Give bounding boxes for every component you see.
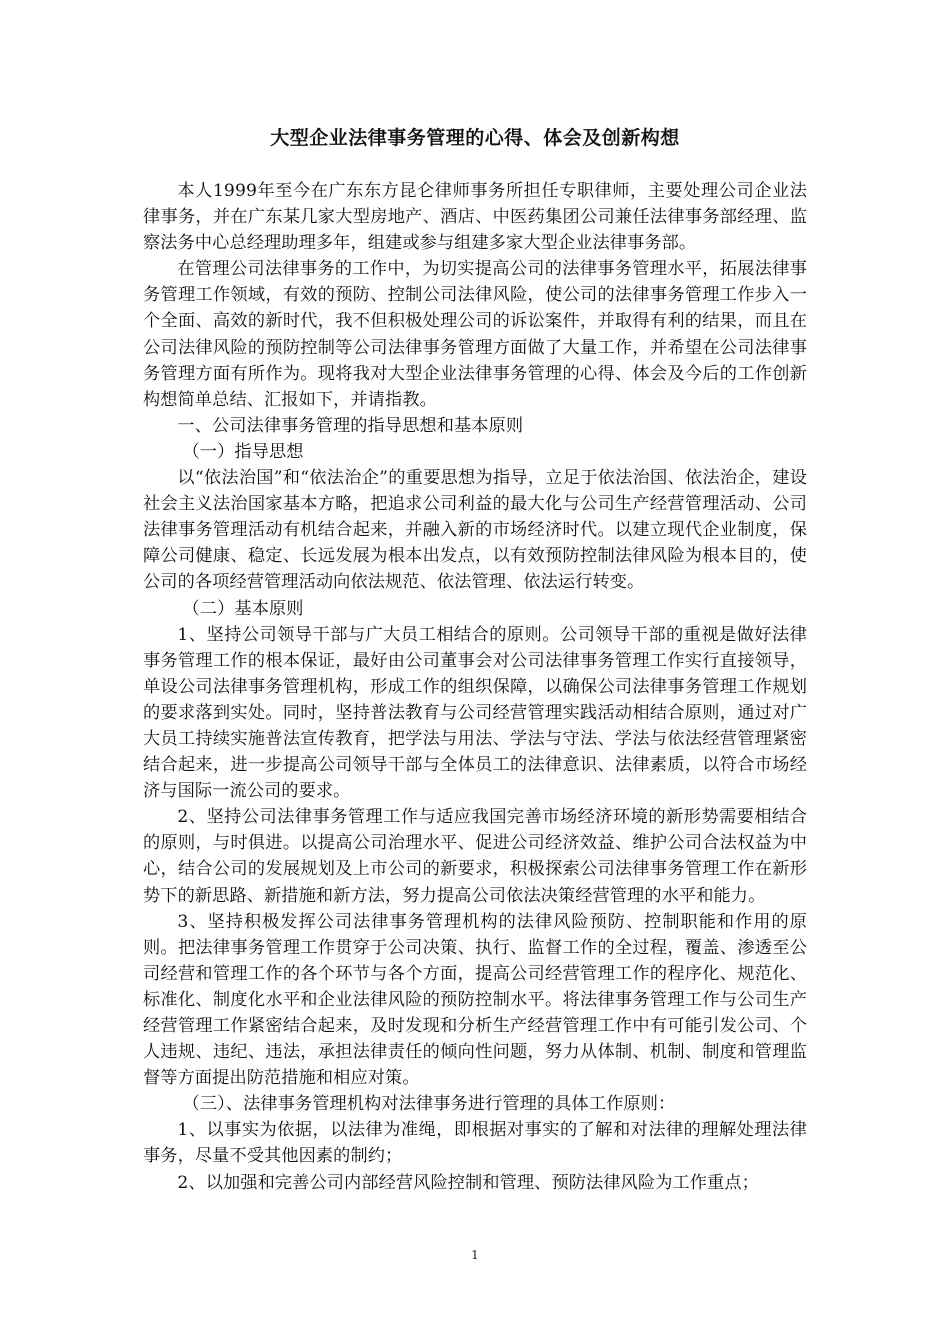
subsection-heading-guiding-ideology: （一）指导思想 [182,441,304,462]
paragraph-work-principle-1: 1、以事实为依据，以法律为准绳，即根据对事实的了解和对法律的理解处理法律事务，尽量不受其他因素的制约； [143,1120,807,1167]
subsection-heading-work-principles: （三）、法律事务管理机构对法律事务进行管理的具体工作原则： [182,1094,676,1115]
document-content [143,112,807,1196]
document-title: 大型企业法律事务管理的心得、体会及创新构想 [270,127,680,149]
paragraph-principle-2: 2、坚持公司法律事务管理工作与适应我国完善市场经济环境的新形势需要相结合的原则，与时俱进。以提高公司治理水平、促进公司经济效益、维护公司合法权益为中心，结合公司的发展规划及上市公司的新要求，积极探索公司法律事务管理工作在新形势下的新思路、新措施和新方法，努力提高公司依法决策经营管理的水平和能力。 [143,807,807,906]
paragraph-management-work: 在管理公司法律事务的工作中，为切实提高公司的法律事务管理水平，拓展法律事务管理工作领域，有效的预防、控制公司法律风险，使公司的法律事务管理工作步入一个全面、高效的新时代，我不但积极处理公司的诉讼案件，并取得有利的结果，而且在公司法律风险的预防控制等公司法律事务管理方面做了大量工作，并希望在公司法律事务管理方面有所作为。现将我对大型企业法律事务管理的心得、体会及今后的工作创新构想简单总结、汇报如下，并请指教。 [143,259,807,410]
paragraph-principle-1: 1、坚持公司领导干部与广大员工相结合的原则。公司领导干部的重视是做好法律事务管理工作的根本保证，最好由公司董事会对公司法律事务管理工作实行直接领导，单设公司法律事务管理机构，形成工作的组织保障，以确保公司法律事务管理工作规划的要求落到实处。同时，坚持普法教育与公司经营管理实践活动相结合原则，通过对广大员工持续实施普法宣传教育，把学法与用法、学法与守法、学法与依法经营管理紧密结合起来，进一步提高公司领导干部与全体员工的法律意识、法律素质，以符合市场经济与国际一流公司的要求。 [143,624,807,802]
document-body [143,178,807,1196]
subsection-heading-basic-principles: （二）基本原则 [182,598,304,619]
paragraph-work-principle-2: 2、以加强和完善公司内部经营风险控制和管理、预防法律风险为工作重点； [177,1172,759,1193]
section-heading-1: 一、公司法律事务管理的指导思想和基本原则 [177,415,524,436]
paragraph-intro: 本人1999年至今在广东东方昆仑律师事务所担任专职律师，主要处理公司企业法律事务，并在广东某几家大型房地产、酒店、中医药集团公司兼任法律事务部经理、监察法务中心总经理助理多年，组建或参与组建多家大型企业法律事务部。 [143,181,807,254]
page-number: 1 [471,1248,479,1262]
paragraph-guiding-ideology: 以“依法治国”和“依法治企”的重要思想为指导，立足于依法治国、依法治企，建设社会主义法治国家基本方略，把追求公司利益的最大化与公司生产经营管理活动、公司法律事务管理活动有机结合起来，并融入新的市场经济时代。以建立现代企业制度，保障公司健康、稳定、长远发展为根本出发点，以有效预防控制法律风险为根本目的，使公司的各项经营管理活动向依法规范、依法管理、依法运行转变。 [143,468,807,593]
paragraph-principle-3: 3、坚持积极发挥公司法律事务管理机构的法律风险预防、控制职能和作用的原则。把法律事务管理工作贯穿于公司决策、执行、监督工作的全过程，覆盖、渗透至公司经营和管理工作的各个环节与各个方面，提高公司经营管理工作的程序化、规范化、标准化、制度化水平和企业法律风险的预防控制水平。将法律事务管理工作与公司生产经营管理工作紧密结合起来，及时发现和分析生产经营管理工作中有可能引发公司、个人违规、违纪、违法，承担法律责任的倾向性问题，努力从体制、机制、制度和管理监督等方面提出防范措施和相应对策。 [143,911,807,1089]
